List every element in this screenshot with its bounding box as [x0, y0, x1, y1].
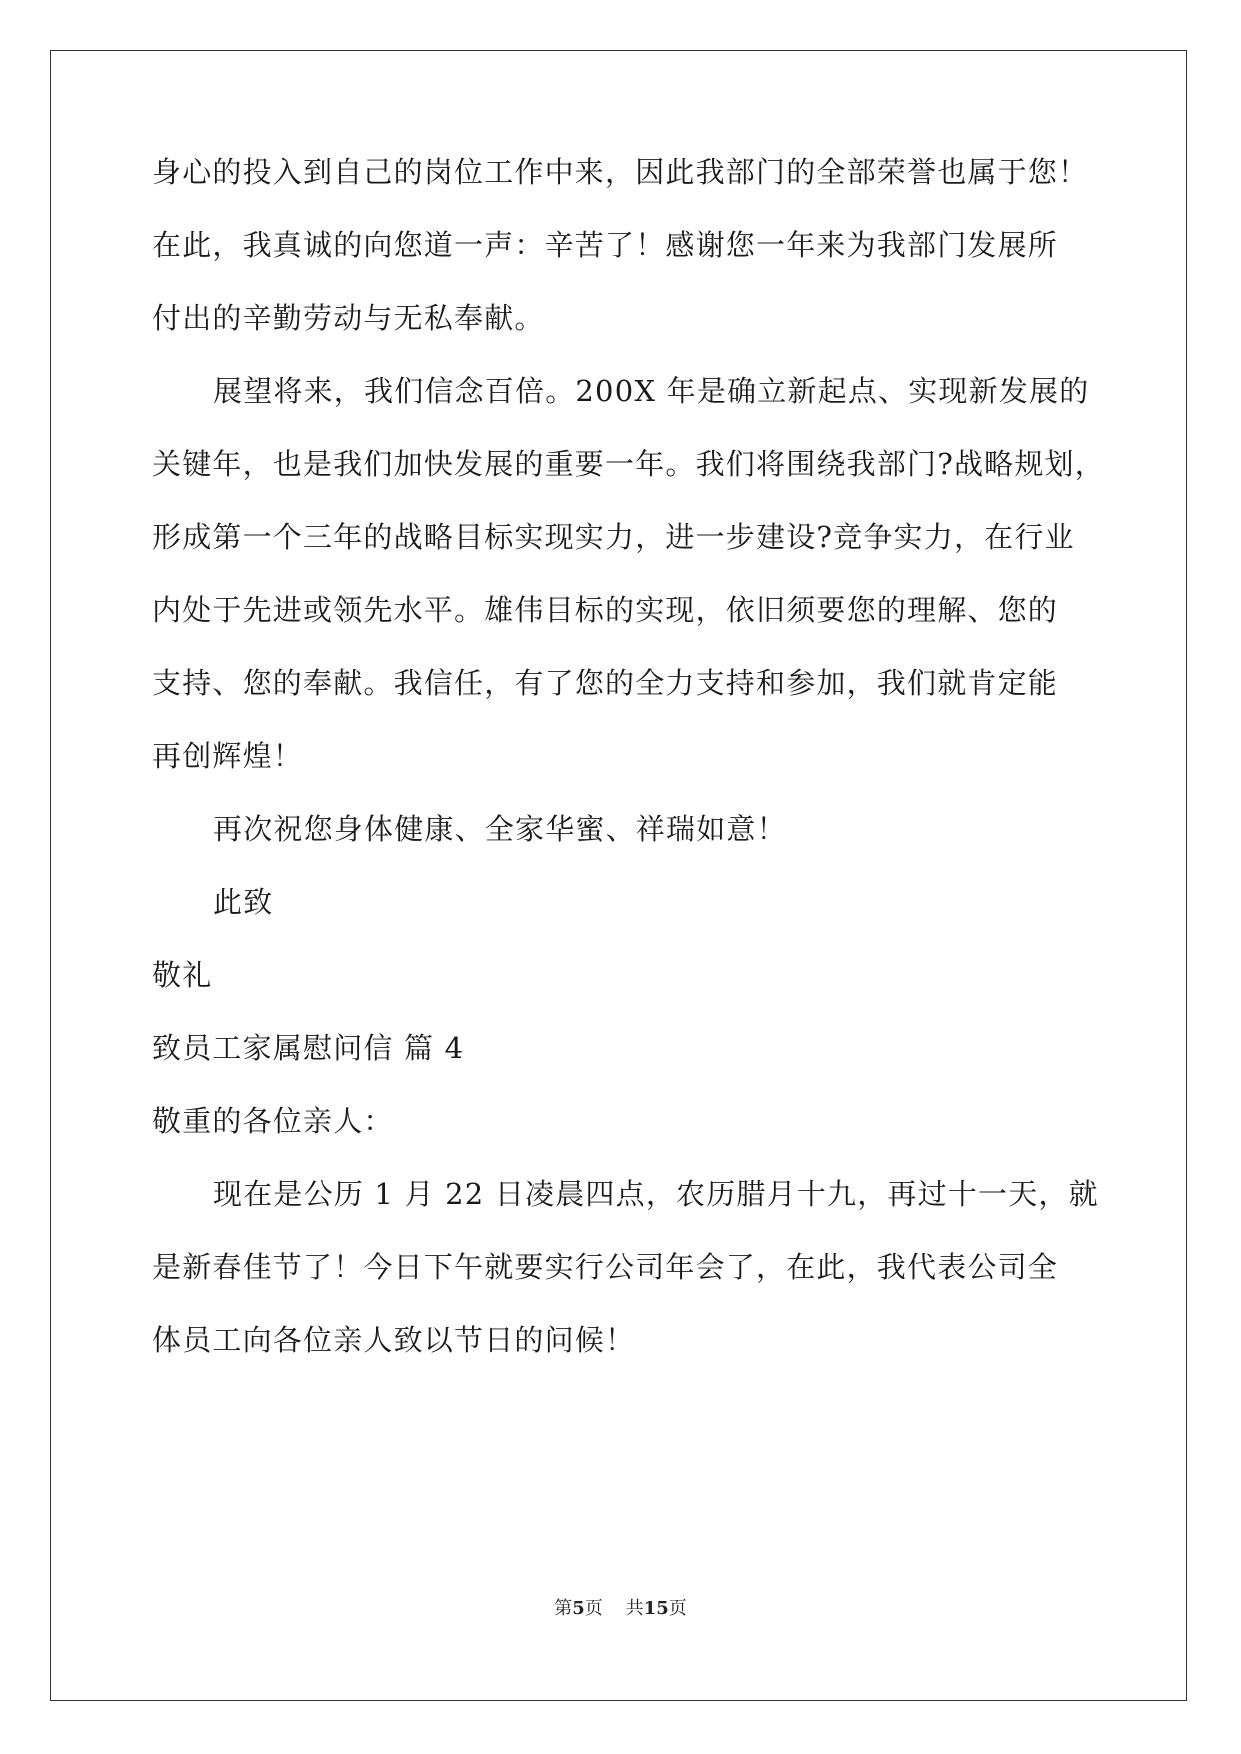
total-suffix: 页 [668, 1598, 687, 1619]
paragraph-2-line-4: 内处于先进或领先水平。雄伟目标的实现，依旧须要您的理解、您的 [152, 593, 1059, 627]
page-current: 5 [572, 1598, 585, 1619]
paragraph-2-line-1: 展望将来，我们信念百倍。200X 年是确立新起点、实现新发展的 [213, 374, 1090, 408]
page-footer [0, 1594, 1241, 1620]
paragraph-2-line-5: 支持、您的奉献。我信任，有了您的全力支持和参加，我们就肯定能 [152, 666, 1059, 700]
paragraph-4-line-3: 体员工向各位亲人致以节日的问候！ [152, 1323, 636, 1357]
page-suffix: 页 [584, 1598, 603, 1619]
page-prefix: 第 [554, 1598, 573, 1619]
paragraph-2-line-3: 形成第一个三年的战略目标实现实力，进一步建设?竞争实力，在行业 [152, 520, 1075, 554]
salute-text: 敬礼 [152, 958, 213, 992]
total-prefix: 共 [625, 1598, 644, 1619]
paragraph-2-line-2: 关键年，也是我们加快发展的重要一年。我们将围绕我部门?战略规划， [152, 447, 1105, 481]
paragraph-4-line-2: 是新春佳节了！今日下午就要实行公司年会了，在此，我代表公司全 [152, 1250, 1059, 1284]
closing-text: 此致 [213, 885, 274, 919]
page-total: 15 [643, 1598, 669, 1619]
section-title: 致员工家属慰问信 篇 4 [152, 1031, 465, 1065]
paragraph-4-line-1: 现在是公历 1 月 22 日凌晨四点，农历腊月十九，再过十一天，就 [213, 1177, 1099, 1211]
paragraph-1-line-3: 付出的辛勤劳动与无私奉献。 [152, 301, 545, 335]
paragraph-2-line-6: 再创辉煌！ [152, 739, 304, 773]
greeting-text: 敬重的各位亲人： [152, 1104, 394, 1138]
paragraph-3: 再次祝您身体健康、全家华蜜、祥瑞如意！ [213, 812, 787, 846]
paragraph-1-line-2: 在此，我真诚的向您道一声：辛苦了！感谢您一年来为我部门发展所 [152, 228, 1059, 262]
paragraph-1-line-1: 身心的投入到自己的岗位工作中来，因此我部门的全部荣誉也属于您！ [152, 155, 1089, 189]
